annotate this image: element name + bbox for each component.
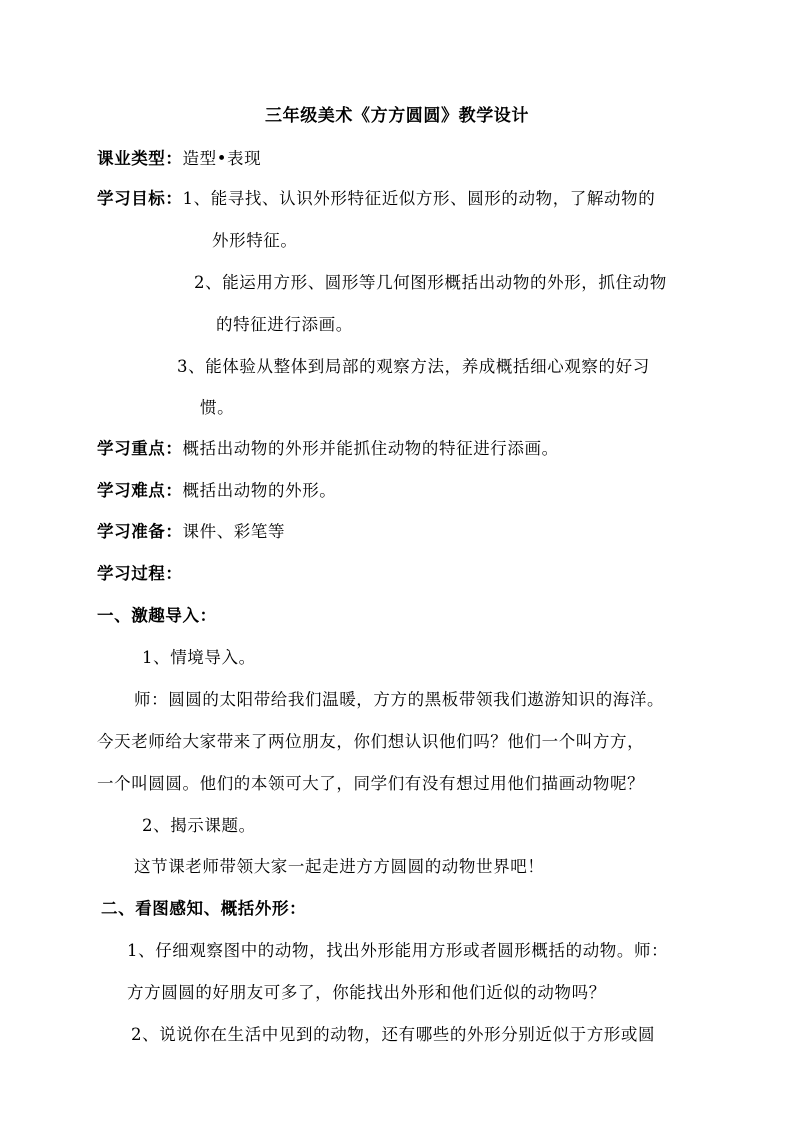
objectives-label: 学习目标： bbox=[97, 189, 183, 208]
preparation-label: 学习准备： bbox=[97, 522, 183, 541]
section-1-paragraph-line-2: 今天老师给大家带来了两位朋友，你们想认识他们吗？他们一个叫方方， bbox=[97, 732, 645, 751]
objective-2-line-1: 2、能运用方形、圆形等几何图形概括出动物的外形，抓住动物 bbox=[194, 273, 667, 292]
objective-1-line-1: 1、能寻找、认识外形特征近似方形、圆形的动物，了解动物的 bbox=[182, 189, 656, 208]
key-point-value: 概括出动物的外形并能抓住动物的特征进行添画。 bbox=[182, 439, 559, 458]
preparation-value: 课件、彩笔等 bbox=[182, 522, 286, 541]
process-label: 学习过程： bbox=[97, 564, 183, 583]
section-2-heading: 二、看图感知、概括外形： bbox=[101, 899, 307, 918]
objective-1-line-2: 外形特征。 bbox=[212, 231, 298, 250]
section-1-step-2: 2、揭示课题。 bbox=[142, 816, 256, 835]
course-type-label: 课业类型： bbox=[97, 149, 183, 168]
section-1-step-1: 1、情境导入。 bbox=[142, 648, 256, 667]
course-type-row bbox=[97, 148, 261, 170]
section-1-paragraph-line-3: 一个叫圆圆。他们的本领可大了，同学们有没有想过用他们描画动物呢？ bbox=[97, 774, 645, 793]
section-2-item-1-line-1: 1、仔细观察图中的动物，找出外形能用方形或者圆形概括的动物。师： bbox=[127, 941, 669, 960]
objective-2-line-2: 的特征进行添画。 bbox=[216, 315, 353, 334]
section-1-paragraph-line-1: 师：圆圆的太阳带给我们温暖，方方的黑板带领我们遨游知识的海洋。 bbox=[134, 690, 665, 709]
objective-3-line-1: 3、能体验从整体到局部的观察方法，养成概括细心观察的好习 bbox=[177, 357, 650, 376]
key-point-row bbox=[97, 438, 559, 460]
section-2-item-1-line-2: 方方圆圆的好朋友可多了，你能找出外形和他们近似的动物吗？ bbox=[127, 983, 606, 1002]
objectives-row bbox=[97, 188, 655, 210]
section-1-heading: 一、激趣导入： bbox=[97, 606, 217, 625]
difficulty-row bbox=[97, 480, 336, 502]
key-point-label: 学习重点： bbox=[97, 439, 183, 458]
document-title: 三年级美术《方方圆圆》教学设计 bbox=[265, 106, 529, 126]
section-2-item-2-line-1: 2、说说你在生活中见到的动物，还有哪些的外形分别近似于方形或圆 bbox=[131, 1025, 656, 1044]
objective-3-line-2: 惯。 bbox=[200, 398, 235, 417]
difficulty-label: 学习难点： bbox=[97, 481, 183, 500]
course-type-value: 造型•表现 bbox=[182, 149, 262, 168]
preparation-row bbox=[97, 521, 285, 543]
section-1-step-2-text: 这节课老师带领大家一起走进方方圆圆的动物世界吧！ bbox=[134, 857, 545, 876]
difficulty-value: 概括出动物的外形。 bbox=[182, 481, 337, 500]
